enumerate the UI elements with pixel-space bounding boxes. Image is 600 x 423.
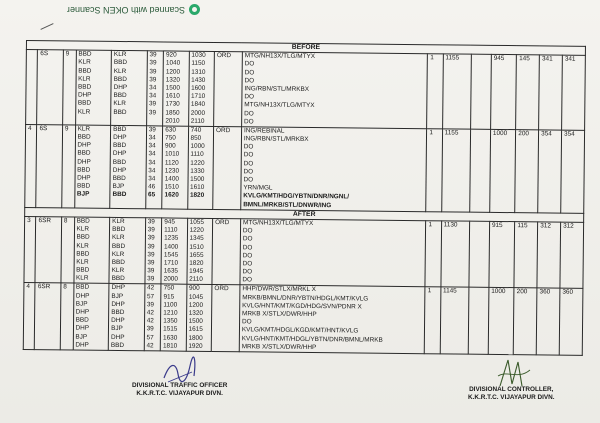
cell-to-line: BJP <box>112 183 125 191</box>
cell-via-route-line: MRKB/BMNL/DNR/YBTN/HDGL/KMT/KVLG <box>242 293 369 303</box>
cell-service-type: ORD <box>214 52 243 127</box>
cell-to-line: BBD <box>113 92 127 100</box>
cell-value-1: 1000 <box>490 129 516 212</box>
cell-departure-line: 1010 <box>164 150 180 159</box>
cell-departure-line: 1210 <box>163 309 178 317</box>
cell-from-line: BBD <box>77 133 91 141</box>
cell-to-line: BBD <box>112 191 127 199</box>
cell-departure-line: 1400 <box>164 175 179 183</box>
cell-from-line: DHP <box>77 174 91 182</box>
cell-from-line: BJP <box>75 300 88 308</box>
cell-total-time: 1130 <box>441 221 470 288</box>
signature-left-office: K.K.R.T.C. VIJAYAPUR DIVN. <box>136 390 223 397</box>
cell-departure-line: 1810 <box>162 342 178 350</box>
cell-from-line: BJP <box>76 190 90 199</box>
cell-total-time: 1155 <box>442 54 471 129</box>
cell-to-line: BBD <box>112 142 127 150</box>
cell-departure-line: 1850 <box>165 108 180 117</box>
cell-from-line: KLR <box>76 258 89 266</box>
cell-via-route-line: DO <box>242 227 253 235</box>
cell-via-route-line: MTG/NH13X/TLG/MTYX <box>244 101 315 110</box>
cell-arrival-line: 1110 <box>190 151 204 159</box>
cell-arrival-line: 1310 <box>191 68 206 76</box>
cell-from-line: DHP <box>75 341 89 349</box>
cell-km-line: 39 <box>147 259 155 267</box>
cell-departure-line: 2010 <box>165 117 180 125</box>
cell-via-route-line: KVLG/KMT/HDG/YBTN/DNR/NGNL/ <box>243 192 350 201</box>
cell-vehicles: 1 <box>426 129 442 212</box>
cell-from-line: BBD <box>78 67 92 75</box>
cell-via-route-line: DO <box>244 93 254 101</box>
section-label: AFTER <box>25 207 584 222</box>
cell-to-line: DHP <box>112 166 127 174</box>
cell-km-line: 42 <box>146 309 154 317</box>
cell-via-route-line: DO <box>242 251 253 260</box>
cell-from-line: KLR <box>77 125 91 133</box>
schedule-row <box>25 124 585 213</box>
cell-km-line: 34 <box>148 175 156 183</box>
cell-to-line: DHP <box>113 133 127 142</box>
cell-km <box>145 126 162 209</box>
cell-value-2: 200 <box>514 288 538 355</box>
cell-via-route-line: KVLG/KMT/HDGL/KGD/KMT/HNT/KVLG <box>241 326 359 335</box>
signature-block-left <box>132 382 227 398</box>
cell-arrival-line: 1610 <box>190 183 205 192</box>
cell-from-line: KLR <box>78 58 91 67</box>
cell-departure-line: 1320 <box>165 76 181 84</box>
cell-arrival <box>186 285 212 352</box>
cell-to-line: DHP <box>111 284 126 292</box>
cell-km-line: 34 <box>149 84 157 92</box>
signature-scribble-right <box>494 356 534 390</box>
cell-from-line: BBD <box>76 182 91 190</box>
cell-km <box>146 51 163 126</box>
cell-serial: 4 <box>23 283 35 350</box>
cell-from-line: BBD <box>75 284 90 292</box>
cell-to-line: KLR <box>113 100 126 108</box>
cell-departure-line: 1235 <box>164 234 179 242</box>
cell-departure-line: 1510 <box>164 183 179 191</box>
cell-km-line: 39 <box>147 275 155 283</box>
cell-km-line: 46 <box>148 183 156 191</box>
cell-to-line: BBD <box>111 258 125 266</box>
schedule-row <box>24 216 584 288</box>
cell-to-line: BBD <box>111 275 125 283</box>
cell-arrival <box>187 218 213 285</box>
cell-km-line: 42 <box>146 342 154 350</box>
cell-via-route-line: ING/RBN/STL/MRKBX <box>243 135 309 144</box>
cell-via-route-line: DO <box>241 318 252 326</box>
cell-arrival-line: 1600 <box>191 84 206 92</box>
cell-route-type: 6S <box>37 50 63 125</box>
cell-km-line: 39 <box>147 234 155 242</box>
cell-to-line: KLR <box>113 67 127 75</box>
cell-from-line: DHP <box>77 158 91 166</box>
cell-departure-line: 1630 <box>163 334 178 342</box>
cell-km-line: 39 <box>147 242 155 250</box>
cell-via-route-line: DO <box>243 168 254 176</box>
cell-arrival-line: 2110 <box>190 117 205 125</box>
cell-to <box>109 217 145 284</box>
cell-via-route-line: DO <box>242 235 253 243</box>
cell-via-route-line: YRN/MGL <box>243 184 273 192</box>
cell-from-line: DHP <box>77 141 91 149</box>
signature-right-title: DIVISIONAL CONTROLLER, <box>469 386 554 393</box>
cell-arrival-line: 1430 <box>191 76 206 84</box>
cell-via-route-line: DO <box>244 77 255 85</box>
cell-to-line: DHP <box>111 317 125 325</box>
signature-left-title: DIVISIONAL TRAFFIC OFFICER <box>132 382 228 389</box>
cell-arrival-line: 1200 <box>188 301 204 309</box>
cell-km-line: 34 <box>148 150 156 158</box>
cell-arrival-line: 1220 <box>190 159 205 167</box>
cell-value-1: 945 <box>490 55 516 130</box>
cell-blank <box>468 221 489 288</box>
cell-km-line: 39 <box>147 267 155 275</box>
cell-to-line: DHP <box>110 333 125 341</box>
cell-to-line: BBD <box>112 158 126 166</box>
cell-via-route <box>241 127 427 212</box>
cell-to-line: BBD <box>110 341 125 349</box>
cell-route-type: 6S <box>36 125 62 208</box>
cell-arrival-line: 1615 <box>188 326 203 334</box>
cell-service-type: ORD <box>212 218 241 285</box>
cell-departure-line: 1500 <box>165 84 180 92</box>
cell-total-time: 1155 <box>441 129 470 212</box>
cell-via-route-line: ING/RBN/STL/MRKBX <box>244 85 310 93</box>
cell-km-line: 39 <box>148 100 157 108</box>
cell-value-4: 360 <box>559 289 583 356</box>
cell-departure-line: 900 <box>165 142 176 150</box>
cell-departure <box>160 284 186 351</box>
cell-departure-line: 1730 <box>165 100 180 108</box>
scanner-logo-icon <box>189 5 200 16</box>
scanner-watermark <box>30 2 200 18</box>
cell-to <box>110 125 146 208</box>
cell-arrival-line: 900 <box>188 285 200 293</box>
cell-arrival-line: 1330 <box>190 167 205 175</box>
cell-arrival-line: 1055 <box>189 218 204 226</box>
cell-to-line: BJP <box>111 325 123 333</box>
cell-from-line: BBD <box>78 83 92 91</box>
cell-km-line: 39 <box>146 301 155 309</box>
cell-arrival-line: 1220 <box>189 226 204 235</box>
cell-value-3: 341 <box>539 55 563 130</box>
cell-km-line: 39 <box>146 325 154 333</box>
cell-via-route-line: KVLG/HNT/KMT/HDGL/YBTN/DNR/BMNL/MRKB <box>241 334 383 344</box>
cell-via-route-line: MTG/NH13X/TLG/MTYX <box>242 219 314 227</box>
cell-value-3: 360 <box>536 288 560 355</box>
cell-via-route-line: MTG/NH13X/TLG/MTYX <box>244 52 316 61</box>
cell-from-line: BBD <box>77 149 91 158</box>
cell-value-1: 1000 <box>488 288 514 355</box>
cell-from-line: DHP <box>75 308 90 316</box>
cell-from-line: BBD <box>76 250 90 258</box>
cell-from-line: BBD <box>78 50 92 58</box>
cell-arrival-line: 1920 <box>188 342 203 350</box>
cell-km-line: 39 <box>149 67 157 75</box>
cell-via-route-line: DO <box>244 68 255 76</box>
cell-from-line: KLR <box>78 75 91 83</box>
cell-from <box>74 125 110 208</box>
cell-departure-line: 1230 <box>164 167 180 175</box>
cell-arrival <box>187 126 213 209</box>
cell-km-line: 39 <box>149 59 157 67</box>
cell-blank <box>468 288 489 355</box>
cell-km-line: 34 <box>148 158 156 167</box>
cell-km-line: 34 <box>148 142 156 150</box>
cell-blank <box>469 129 490 212</box>
cell-from <box>73 217 109 284</box>
cell-arrival <box>188 51 214 126</box>
cell-via-route-line: DO <box>243 143 254 151</box>
cell-from-line: BBD <box>75 316 89 324</box>
signature-right-office: K.K.R.T.C. VIJAYAPUR DIVN. <box>468 394 555 401</box>
cell-from-line: BJP <box>75 333 88 341</box>
cell-via-route-line: MRKB X/STLX/DWR/HHP <box>241 343 317 351</box>
cell-arrival-line: 1030 <box>191 51 206 60</box>
cell-via-route <box>239 285 425 353</box>
cell-via-route-line: ING/REBINAL <box>243 127 285 135</box>
cell-to-line: BBD <box>111 308 125 317</box>
cell-from-line: KLR <box>76 242 89 250</box>
cell-departure-line: 920 <box>165 51 177 59</box>
cell-from-line: BBD <box>76 233 90 242</box>
pen-mark <box>40 23 53 30</box>
cell-via-route-line: DO <box>243 151 254 159</box>
cell-arrival-line: 1820 <box>189 192 205 200</box>
cell-km-line: 65 <box>148 191 156 199</box>
cell-trip-count: 9 <box>62 125 76 208</box>
cell-via-route-line: DO <box>243 159 254 168</box>
cell-departure <box>163 51 189 126</box>
cell-km-line: 39 <box>147 251 155 259</box>
cell-to <box>111 51 147 126</box>
cell-km-line: 39 <box>148 108 157 116</box>
cell-departure-line: 1635 <box>163 267 179 275</box>
cell-departure-line: 1610 <box>165 92 180 100</box>
cell-departure-line: 1545 <box>163 251 179 259</box>
cell-arrival-line: 1000 <box>190 142 205 151</box>
cell-value-1: 915 <box>489 221 515 288</box>
cell-via-route <box>242 52 428 129</box>
cell-trip-count: 9 <box>62 50 75 125</box>
signature-scribble-left <box>160 356 200 386</box>
cell-value-4: 341 <box>562 55 586 130</box>
cell-via-route-line: DO <box>244 109 254 117</box>
cell-value-2: 115 <box>514 222 538 289</box>
cell-km-line: 34 <box>148 167 156 175</box>
cell-to-line: BBD <box>113 75 127 83</box>
cell-arrival-line: 1800 <box>188 334 203 342</box>
cell-trip-count: 8 <box>60 283 73 350</box>
cell-departure-line: 1100 <box>163 301 178 309</box>
cell-via-route-line: DO <box>242 276 253 284</box>
cell-to-line: BBD <box>113 59 128 67</box>
cell-arrival-line: 1345 <box>189 235 204 243</box>
cell-arrival-line: 1840 <box>190 101 206 109</box>
cell-service-type: ORD <box>213 126 242 209</box>
cell-value-3: 312 <box>537 222 561 289</box>
cell-departure-line: 945 <box>164 218 175 226</box>
cell-value-2: 145 <box>516 55 540 130</box>
schedule-row <box>26 50 586 131</box>
cell-departure-line: 2000 <box>163 275 178 283</box>
cell-departure-line: 1400 <box>163 242 179 251</box>
cell-trip-count: 8 <box>61 217 74 284</box>
cell-to-line: KLR <box>112 217 125 226</box>
cell-departure-line: 915 <box>163 293 175 301</box>
cell-via-route-line: DO <box>244 60 255 68</box>
cell-to-line: BBD <box>112 174 126 183</box>
cell-km-line: 39 <box>149 76 157 84</box>
cell-departure-line: 1350 <box>163 317 178 325</box>
schedule-table <box>23 40 586 356</box>
cell-km <box>145 218 162 285</box>
cell-departure-line: 1040 <box>165 59 181 68</box>
cell-route-type: 6SR <box>35 217 61 284</box>
cell-via-route-line: DO <box>243 176 254 184</box>
cell-km-line: 34 <box>149 92 157 100</box>
cell-to-line: BBD <box>111 242 126 250</box>
cell-to-line: KLR <box>111 250 125 258</box>
cell-arrival-line: 850 <box>190 134 202 142</box>
cell-departure <box>161 218 187 285</box>
cell-service-type: ORD <box>211 285 240 352</box>
cell-to-line: DHP <box>113 83 128 92</box>
cell-km-line: 39 <box>149 51 157 59</box>
cell-from-line: BBD <box>76 217 90 225</box>
cell-via-route-line: HHP/DWR/STLX/MRKL X <box>242 285 316 294</box>
cell-km-line: 42 <box>146 317 154 325</box>
cell-to-line: BBD <box>113 108 127 116</box>
cell-arrival-line: 2110 <box>189 276 203 284</box>
cell-departure-line: 1200 <box>165 68 181 76</box>
cell-via-route-line: DO <box>242 260 253 268</box>
scanner-banner-text: Scanned with OKEN Scanner <box>66 5 185 15</box>
cell-departure-line: 750 <box>165 134 176 142</box>
cell-to-line: BJP <box>111 292 124 300</box>
signature-block-right <box>468 386 555 402</box>
cell-arrival-line: 1500 <box>188 317 203 326</box>
cell-arrival-line: 1045 <box>188 293 204 301</box>
cell-from <box>75 50 111 125</box>
cell-via-route <box>240 219 426 287</box>
cell-to-line: KLR <box>111 234 125 242</box>
cell-serial <box>26 50 38 125</box>
cell-from <box>73 283 109 350</box>
cell-arrival-line: 1320 <box>188 309 203 317</box>
cell-km-line: 39 <box>147 226 155 234</box>
cell-value-3: 354 <box>538 130 562 213</box>
cell-arrival-line: 1500 <box>190 175 205 183</box>
cell-vehicles: 1 <box>425 287 441 354</box>
cell-departure-line: 750 <box>163 284 175 293</box>
cell-from-line: DHP <box>75 324 90 333</box>
cell-arrival-line: 1150 <box>191 60 206 68</box>
cell-serial: 4 <box>25 124 37 207</box>
cell-departure-line: 1110 <box>164 226 178 234</box>
cell-via-route-line: BMNL/MRKB/STL/DNWR/ING <box>243 200 332 209</box>
cell-arrival-line: 1710 <box>190 92 206 101</box>
cell-km-line: 39 <box>147 218 155 226</box>
cell-arrival-line: 740 <box>190 126 202 134</box>
cell-vehicles: 1 <box>425 221 441 288</box>
cell-to-line: BBD <box>112 226 126 234</box>
cell-from-line: KLR <box>77 108 91 116</box>
cell-from-line: DHP <box>75 292 90 300</box>
cell-km-line: 34 <box>148 134 156 142</box>
cell-from-line: BBD <box>77 99 92 108</box>
cell-to-line: BBD <box>113 125 127 133</box>
cell-from-line: KLR <box>76 274 89 282</box>
cell-total-time: 1145 <box>440 287 469 354</box>
cell-via-route-line: MRKB X/STLX/DWR/HHP <box>242 310 317 319</box>
cell-from-line: KLR <box>76 225 90 233</box>
cell-km <box>144 284 161 351</box>
cell-to <box>108 284 144 351</box>
cell-value-4: 312 <box>560 222 584 289</box>
cell-departure-line: 1120 <box>164 159 179 167</box>
cell-to-line: DHP <box>111 300 125 308</box>
cell-to-line: KLR <box>113 51 127 59</box>
cell-arrival-line: 1655 <box>189 251 204 259</box>
cell-from-line: BBD <box>76 266 90 274</box>
cell-arrival-line: 1945 <box>189 267 204 275</box>
cell-arrival-line: 1820 <box>189 259 204 267</box>
cell-vehicles: 1 <box>427 54 443 129</box>
cell-via-route-line: KVLG/HNT/KMT/KGD/HDG/SVN/PDNR X <box>242 302 362 311</box>
cell-via-route-line: DO <box>242 268 253 276</box>
cell-via-route-line: DO <box>244 117 254 126</box>
cell-km-line: 42 <box>147 284 155 292</box>
cell-to-line: DHP <box>112 150 127 158</box>
cell-blank <box>470 54 491 129</box>
cell-route-type: 6SR <box>35 283 61 350</box>
cell-departure-line: 1515 <box>163 325 178 334</box>
cell-serial: 3 <box>24 216 36 283</box>
cell-departure-line: 630 <box>165 126 176 134</box>
cell-arrival-line: 2000 <box>190 109 206 117</box>
cell-from-line: DHP <box>77 91 92 99</box>
cell-km-line: 57 <box>146 333 154 341</box>
cell-arrival-line: 1510 <box>189 243 204 251</box>
cell-km-line: 39 <box>148 126 156 134</box>
schedule-row <box>23 283 583 355</box>
cell-km-line: 57 <box>146 292 155 301</box>
cell-departure <box>162 126 188 209</box>
section-label: BEFORE <box>26 41 585 56</box>
cell-departure-line: 1710 <box>163 259 179 267</box>
cell-via-route-line: DO <box>242 243 253 251</box>
cell-from-line: BBD <box>77 166 91 174</box>
cell-value-2: 200 <box>515 130 539 213</box>
cell-departure-line: 1620 <box>164 191 179 199</box>
cell-to-line: KLR <box>111 267 125 275</box>
cell-value-4: 354 <box>561 130 585 213</box>
